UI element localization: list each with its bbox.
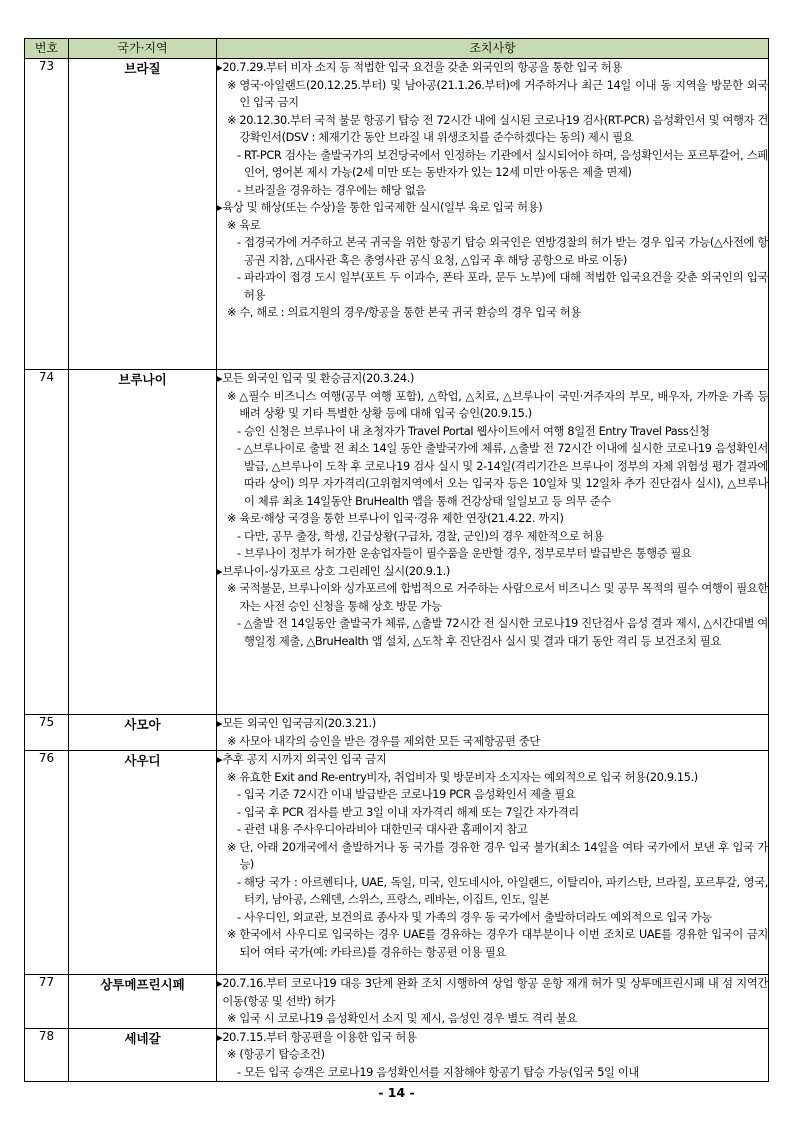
item-text: 육상 및 해상(또는 수상)을 통한 입국제한 실시(일부 육로 입국 허용) bbox=[222, 201, 543, 214]
item-text: 모든 외국인 입국 및 환승금지(20.3.24.) bbox=[222, 372, 415, 385]
header-measures: 조치사항 bbox=[217, 39, 769, 59]
item-marker: ※ bbox=[227, 840, 240, 854]
item-marker: ▸ bbox=[217, 753, 223, 766]
country-name: 세네갈 bbox=[69, 1028, 217, 1082]
table-row bbox=[25, 975, 769, 1029]
item-text: 다만, 공무 출장, 학생, 긴급상황(구급차, 경찰, 군인)의 경우 제한적으로 허용 bbox=[243, 529, 604, 543]
item-text: 20.12.30.부터 국적 불문 항공기 탑승 전 72시간 내에 실시된 코로나19 검사(RT-PCR) 음성확인서 및 여행자 건강확인서(DSV : 체재기간 동안 브라질 내 위생조치를 준수하겠다는 동의) 제시 필요 bbox=[239, 113, 768, 144]
measure-item bbox=[217, 182, 768, 200]
item-text: 입국 시 코로나19 음성확인서 소지 및 제시, 음성인 경우 별도 격리 불요 bbox=[239, 1012, 578, 1025]
measure-item bbox=[217, 821, 768, 839]
item-marker: - bbox=[237, 236, 244, 249]
row-number: 75 bbox=[25, 715, 69, 751]
measure-item bbox=[217, 926, 768, 961]
item-marker: - bbox=[237, 805, 244, 819]
item-text: 파라과이 접경 도시 일부(포트 두 이과수, 폰타 포라, 문두 노부)에 대해 적법한 입국요건을 갖춘 외국인의 입국 허용 bbox=[243, 271, 768, 302]
item-marker: ▸ bbox=[217, 717, 223, 730]
row-number: 76 bbox=[25, 751, 69, 975]
measure-item bbox=[217, 510, 768, 528]
measure-item bbox=[217, 563, 768, 581]
measure-item bbox=[217, 786, 768, 804]
item-marker: ※ bbox=[227, 1048, 240, 1061]
item-text: 국적불문, 브루나이와 싱가포르에 합법적으로 거주하는 사람으로서 비즈니스 및 공무 목적의 필수 여행이 필요한 자는 사전 승인 신청을 통해 상호 방문 가능 bbox=[239, 582, 768, 613]
page-number: - 14 - bbox=[378, 1085, 415, 1100]
item-text: 입국 기준 72시간 이내 발급받은 코로나19 PCR 음성확인서 제출 필요 bbox=[243, 788, 576, 801]
item-marker: - bbox=[237, 148, 244, 162]
measure-item bbox=[217, 528, 768, 546]
measure-item bbox=[217, 874, 768, 909]
item-text: 20.7.15.부터 항공편을 이용한 입국 허용 bbox=[222, 1030, 417, 1044]
item-text: 20.7.16.부터 코로나19 대응 3단계 완화 조치 시행하여 상업 항공 운항 재개 허가 및 상투메프린시페 내 섬 지역간 이동(항공 및 선박) 허가 bbox=[222, 977, 768, 1008]
row-number: 78 bbox=[25, 1028, 69, 1082]
item-marker: ※ bbox=[227, 113, 240, 127]
item-marker: - bbox=[237, 1065, 244, 1079]
measure-item bbox=[217, 370, 768, 388]
item-marker: - bbox=[237, 617, 244, 630]
measure-item bbox=[217, 1029, 768, 1047]
item-text: △브루나이로 출발 전 최소 14일 동안 출발국가에 체류, △출발 전 72시간 이내에 실시한 코로나19 음성확인서 발급, △브루나이 도착 후 코로나19 검사 실시 및 2-14일(격리기간은 브루나이 정부의 자체 위험성 평가 결과에 따라 상이) 의무 자가격리(고위험지역에서 오는 입국자 등은 10일차 및 12일차 추가 진단검사 실시), △브루나이 체류 최초 14일동안 BruHealth 앱을 통해 건강상태 일일보고 등 의무 준수 bbox=[243, 442, 768, 508]
measures-cell bbox=[217, 715, 769, 751]
item-text: 추후 공지 시까지 외국인 입국 금지 bbox=[222, 753, 387, 766]
measure-item bbox=[217, 909, 768, 927]
measure-item bbox=[217, 234, 768, 269]
item-marker: - bbox=[237, 183, 244, 197]
table-row bbox=[25, 1028, 769, 1082]
item-marker: ※ bbox=[227, 1012, 240, 1025]
item-marker: ※ bbox=[227, 770, 240, 784]
item-text: 브라질을 경유하는 경우에는 해당 없음 bbox=[243, 183, 426, 197]
measure-item bbox=[217, 733, 768, 751]
measures-cell bbox=[217, 370, 769, 715]
item-text: 20.7.29.부터 비자 소지 등 적법한 입국 요건을 갖춘 외국인의 항공을 통한 입국 허용 bbox=[222, 61, 623, 74]
item-marker: - bbox=[237, 271, 244, 284]
measure-item bbox=[217, 440, 768, 510]
measure-item bbox=[217, 147, 768, 182]
item-text: 해당 국가 : 아르헨티나, UAE, 독일, 미국, 인도네시아, 아일랜드, 이탈리아, 파키스탄, 브라질, 포르투갈, 영국, 터키, 남아공, 스웨덴, 스위스, 프랑스, 레바논, 이집트, 인도, 일본 bbox=[243, 875, 768, 906]
row-number: 74 bbox=[25, 370, 69, 715]
measures-cell bbox=[217, 751, 769, 975]
country-name: 브라질 bbox=[69, 59, 217, 370]
row-number: 73 bbox=[25, 59, 69, 370]
measure-item bbox=[217, 217, 768, 235]
item-text: 유효한 Exit and Re-entry비자, 취업비자 및 방문비자 소지자는 예외적으로 입국 허용(20.9.15.) bbox=[239, 770, 698, 784]
item-text: 브루나이 정부가 허가한 운송업자들이 필수품을 운반할 경우, 정부로부터 발급받은 통행증 필요 bbox=[243, 547, 692, 560]
item-marker: ※ bbox=[227, 389, 240, 403]
item-marker: ▸ bbox=[217, 61, 223, 74]
measures-cell bbox=[217, 1028, 769, 1082]
measure-item bbox=[217, 423, 768, 441]
item-marker: - bbox=[237, 788, 244, 801]
item-marker: ※ bbox=[227, 582, 240, 595]
measure-item bbox=[217, 1046, 768, 1064]
item-text: 사모아 내각의 승인을 받은 경우를 제외한 모든 국제항공편 중단 bbox=[239, 734, 540, 748]
table-row bbox=[25, 370, 769, 715]
item-marker: ※ bbox=[227, 306, 240, 319]
item-text: 한국에서 사우디로 입국하는 경우 UAE를 경유하는 경우가 대부분이나 이번 조치로 UAE를 경유한 입국이 금지되어 여타 국가(예: 카타르)를 경유하는 항공편 이용 필요 bbox=[239, 928, 768, 959]
item-text: 영국·아일랜드(20.12.25.부터) 및 남아공(21.1.26.부터)에 거주하거나 최근 14일 이내 동 지역을 방문한 외국인 입국 금지 bbox=[239, 78, 768, 109]
measures-cell bbox=[217, 59, 769, 370]
measure-item bbox=[217, 269, 768, 304]
item-marker: ※ bbox=[227, 78, 240, 92]
measures-table bbox=[24, 38, 769, 1082]
item-text: 수, 해로 : 의료지원의 경우/항공을 통한 본국 귀국 환승의 경우 입국 허용 bbox=[239, 306, 581, 319]
measure-item bbox=[217, 751, 768, 769]
measure-item bbox=[217, 388, 768, 423]
measure-item bbox=[217, 615, 768, 650]
item-marker: ▸ bbox=[217, 564, 223, 578]
country-name: 사우디 bbox=[69, 751, 217, 975]
table-row bbox=[25, 751, 769, 975]
country-name: 브루나이 bbox=[69, 370, 217, 715]
measure-item bbox=[217, 975, 768, 1010]
measure-item bbox=[217, 545, 768, 563]
item-text: 육로·해상 국경을 통한 브루나이 입국·경유 제한 연장(21.4.22. 까지) bbox=[239, 512, 564, 525]
item-marker: ※ bbox=[227, 512, 240, 525]
measure-item bbox=[217, 839, 768, 874]
item-text: 모든 입국 승객은 코로나19 음성확인서를 지참해야 항공기 탑승 가능(입국 5일 이내 bbox=[243, 1065, 639, 1079]
item-marker: - bbox=[237, 442, 244, 455]
measure-item bbox=[217, 199, 768, 217]
item-text: RT-PCR 검사는 출발국가의 보건당국에서 인정하는 기관에서 실시되어야 하며, 음성확인서는 포르투갈어, 스페인어, 영어본 제시 가능(2세 미만 또는 동반자가 있는 12세 미만 아동은 제출 면제) bbox=[243, 148, 768, 179]
item-text: 관련 내용 주사우디아라비아 대한민국 대사관 홈페이지 참고 bbox=[243, 823, 528, 836]
measure-item bbox=[217, 715, 768, 733]
country-name: 상투메프린시페 bbox=[69, 975, 217, 1029]
row-number: 77 bbox=[25, 975, 69, 1029]
item-marker: - bbox=[237, 823, 244, 836]
item-text: 육로 bbox=[239, 218, 261, 232]
header-country: 국가·지역 bbox=[69, 39, 217, 59]
measures-cell bbox=[217, 975, 769, 1029]
item-marker: ※ bbox=[227, 928, 240, 941]
item-text: 접경국가에 거주하고 본국 귀국을 위한 항공기 탑승 외국인은 연방경찰의 허가 받는 경우 입국 가능(△사전에 항공권 지참, △대사관 혹은 총영사관 공식 요청, △입국 후 해당 공항으로 바로 이동) bbox=[243, 236, 768, 267]
item-marker: - bbox=[237, 424, 244, 438]
item-marker: ▸ bbox=[217, 201, 223, 214]
item-text: 단, 아래 20개국에서 출발하거나 동 국가를 경유한 경우 입국 불가(최소 14일을 여타 국가에서 보낸 후 입국 가능) bbox=[239, 840, 768, 871]
item-marker: - bbox=[237, 529, 244, 543]
measure-item bbox=[217, 77, 768, 112]
item-text: (항공기 탑승조건) bbox=[239, 1048, 325, 1061]
table-row bbox=[25, 715, 769, 751]
item-marker: ▸ bbox=[217, 372, 223, 385]
measure-item bbox=[217, 1064, 768, 1082]
measure-item bbox=[217, 769, 768, 787]
measure-item bbox=[217, 580, 768, 615]
item-text: △출발 전 14일동안 출발국가 체류, △출발 72시간 전 실시한 코로나19 진단검사 음성 결과 제시, △시간대별 여행일정 제출, △BruHealth 앱 설치, △도착 후 진단검사 실시 및 결과 대기 동안 격리 등 보건조치 필요 bbox=[243, 617, 768, 648]
measure-item bbox=[217, 804, 768, 822]
item-text: 승인 신청은 브루나이 내 초청자가 Travel Portal 웹사이트에서 여행 8일전 Entry Travel Pass신청 bbox=[243, 424, 710, 438]
header-number: 번호 bbox=[25, 39, 69, 59]
item-text: 입국 후 PCR 검사를 받고 3일 이내 자가격리 해제 또는 7일간 자가격리 bbox=[243, 805, 579, 819]
item-text: 모든 외국인 입국금지(20.3.21.) bbox=[222, 717, 376, 730]
measure-item bbox=[217, 304, 768, 322]
item-text: △필수 비즈니스 여행(공무 여행 포함), △학업, △치료, △브루나이 국민·거주자의 부모, 배우자, 가까운 가족 등 배려 상황 및 기타 특별한 상황 등에 대해 입국 승인(20.9.15.) bbox=[239, 389, 768, 420]
item-marker: - bbox=[237, 910, 244, 924]
item-marker: - bbox=[237, 547, 244, 560]
measure-item bbox=[217, 1010, 768, 1028]
item-text: 브루나이-싱가포르 상호 그린레인 실시(20.9.1.) bbox=[222, 564, 450, 578]
item-marker: - bbox=[237, 875, 244, 889]
measure-item bbox=[217, 112, 768, 147]
table-body bbox=[25, 59, 769, 1082]
item-marker: ▸ bbox=[217, 977, 223, 990]
table-row bbox=[25, 59, 769, 370]
item-text: 사우디인, 외교관, 보건의료 종사자 및 가족의 경우 동 국가에서 출발하더라도 예외적으로 입국 가능 bbox=[243, 910, 712, 924]
table-header-row bbox=[25, 39, 769, 59]
measure-item bbox=[217, 59, 768, 77]
country-name: 사모아 bbox=[69, 715, 217, 751]
item-marker: ※ bbox=[227, 734, 240, 748]
item-marker: ▸ bbox=[217, 1030, 223, 1044]
item-marker: ※ bbox=[227, 218, 240, 232]
